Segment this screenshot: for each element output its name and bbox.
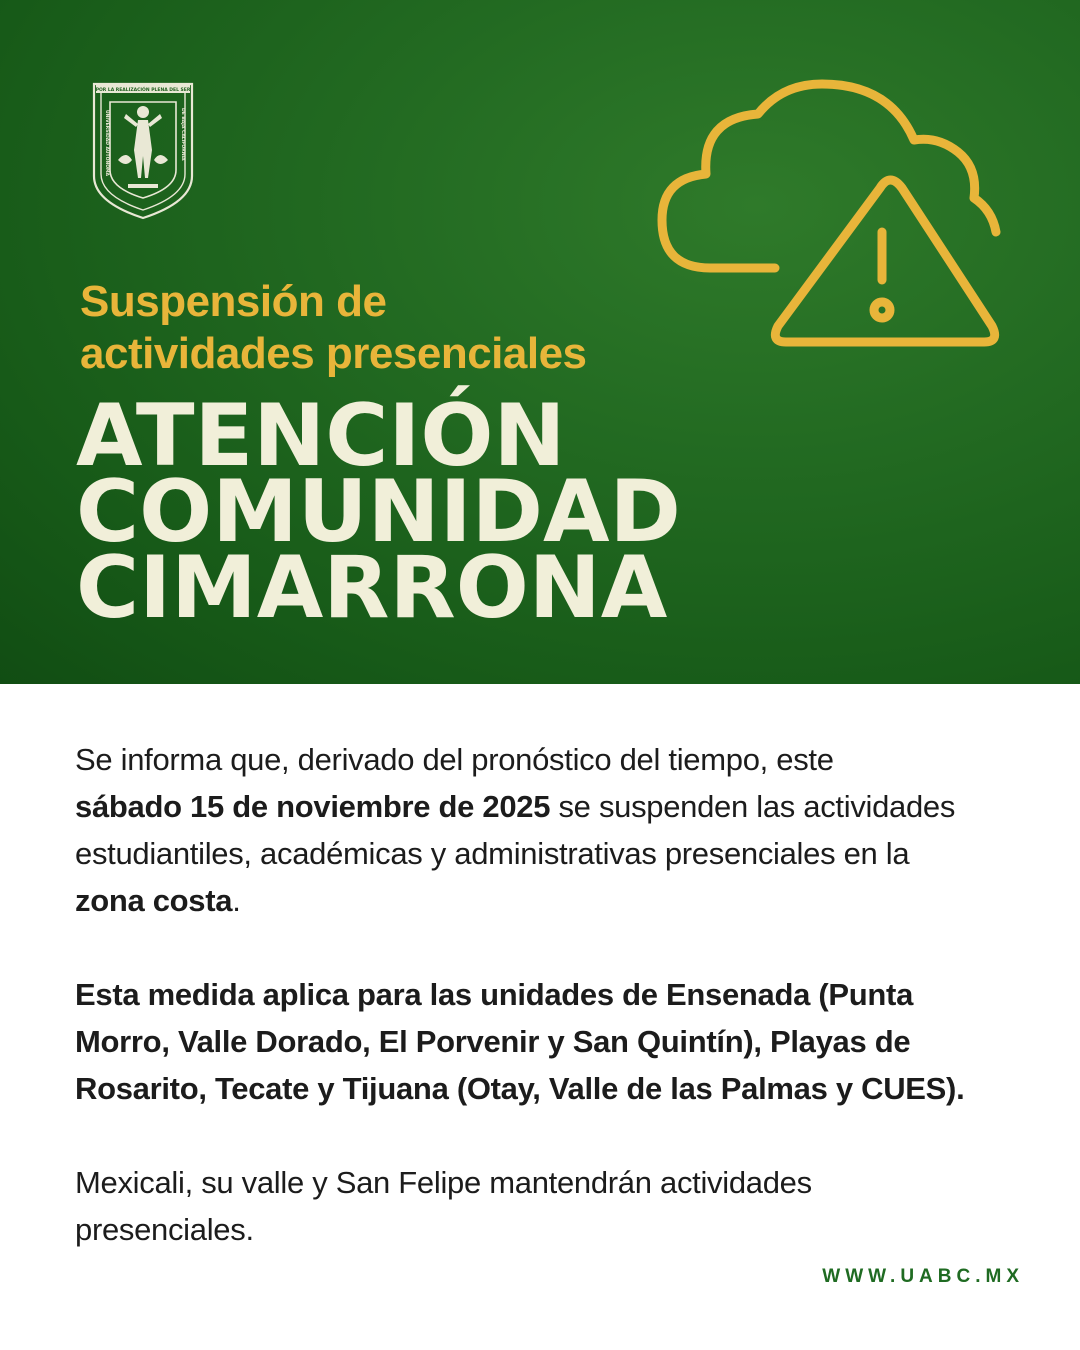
svg-text:DE BAJA CALIFORNIA: DE BAJA CALIFORNIA (180, 108, 185, 161)
svg-text:POR LA REALIZACIÓN PLENA DEL S: POR LA REALIZACIÓN PLENA DEL SER (95, 88, 191, 93)
page-title: ATENCIÓN COMUNIDAD CIMARRONA (76, 386, 681, 638)
website-link[interactable]: WWW.UABC.MX (822, 1266, 1024, 1287)
svg-text:UNIVERSIDAD AUTÓNOMA: UNIVERSIDAD AUTÓNOMA (104, 110, 109, 176)
affected-units-paragraph: Esta medida aplica para las unidades de Ensenada (Punta Morro, Valle Dorado, El Porvenir y San Quintín), Playas de Rosarito, Tecate y Tijuana (Otay, Valle de las Palmas y CUES). (75, 977, 965, 1106)
announcement-paragraph: Se informa que, derivado del pronóstico del tiempo, este sábado 15 de noviembre de 2025 se suspenden las actividades estudiantiles, académicas y administrativas presenciales en la zona costa. (75, 742, 956, 918)
announcement-body (75, 736, 1035, 1300)
university-seal-icon (88, 80, 198, 222)
unaffected-units-paragraph: Mexicali, su valle y San Felipe mantendrán actividades presenciales. (75, 1165, 812, 1247)
page-subtitle: Suspensión de actividades presenciales (80, 277, 587, 378)
